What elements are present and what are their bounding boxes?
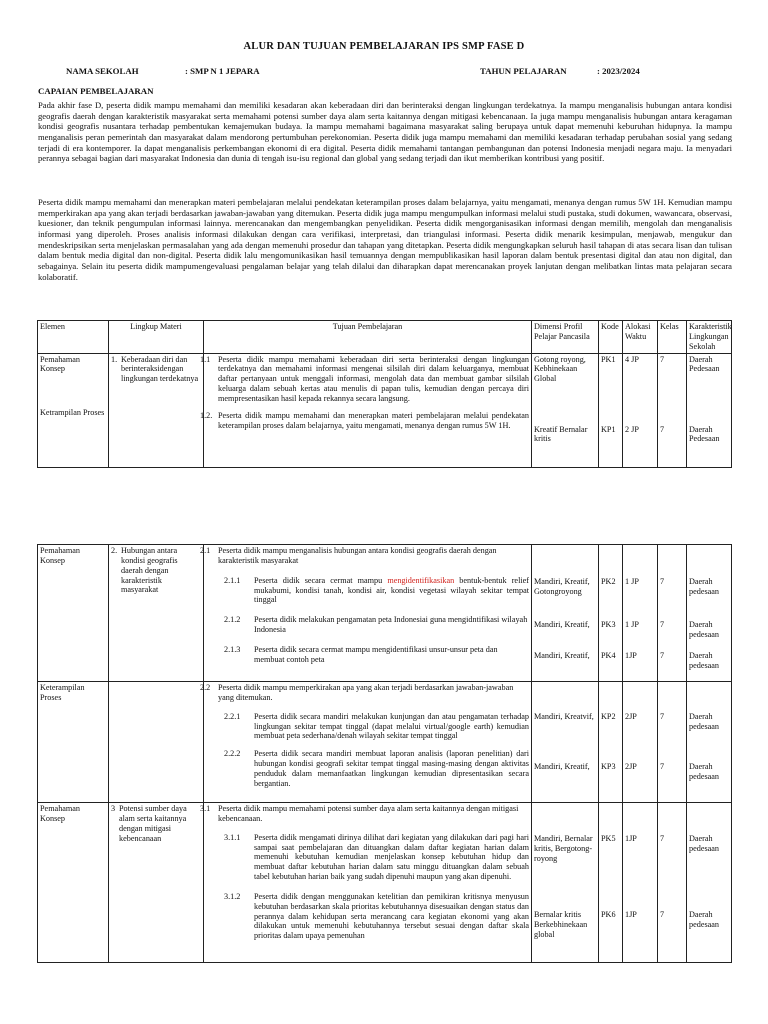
sub-number: 2.1.3 [224, 644, 241, 654]
document-title: ALUR DAN TUJUAN PEMBELAJARAN IPS SMP FASE D [243, 41, 525, 52]
alokasi-cell: 2 JP [625, 424, 639, 434]
karakteristik-cell: Daerah pedesaan [689, 834, 720, 853]
lingkup-text: Potensi sumber daya alam serta kaitannya dengan mitigasi kebencanaan [119, 804, 187, 843]
kode-cell: PK3 [601, 620, 616, 629]
sub-text: Peserta didik dengan menggunakan ketelitian dan pemikiran kritisnya menyusun kebutuhan berdasarkan skala prioritas kebutuhannya disesuaikan dengan status dan perannya dalam kehidupan serta merancang cara kegiatan ekonomi yang akan dilakukan untuk memenuhi kebutuhannya tersebut sesuai dengan daftar skala prioritas dalam upaya pemenuhan [254, 891, 529, 941]
alokasi-cell: 1 JP [625, 620, 639, 629]
kelas-cell: 7 [660, 354, 665, 364]
paragraph-2: Peserta didik mampu memahami dan menerapkan materi pembelajaran melalui pendekatan keterampilan proses dalam belajarnya, yaitu mengamati, menanya dengan rumus 5W 1H. Kemudian mampu memperkirakan apa yang akan terjadi berdasarkan jawaban-jawaban yang ditemukan. Peserta didik juga mampu mengumpulkan informasi melalui studi pustaka, studi dokumen, wawancara, observasi, kuesioner, dan teknik pengumpulan informasi lainnya. merencanakan dan mengembangkan penyelidikan. Peserta didik mengorganisasikan informasi dengan memilih, mengolah dan menganalisis informasi yang diperoleh. Proses analisis informasi dilakukan dengan cara verifikasi, interpretasi, dan triangulasi informasi. Peserta didik menarik kesimpulan, menjawab, mengukur dan mendeskripsikan serta menjelaskan permasalahan yang ada dengan memenuhi prosedur dan tahapan yang ditetapkan. Peserta didik mengungkapkan seluruh hasil tahapan di atas secara lisan dan tulisan dalam bentuk media digital dan non-digital. Peserta didik lalu mengomunikasikan hasil temuannya dengan mempublikasikan hasil laporan dalam bentuk presentasi digital dan atau non digital, dan sebagainya. Selain itu peserta didik mampumengevaluasi pengalaman belajar yang telah dilalui dan diharapkan dapat merencanakan proyek lanjutan dengan melibatkan lintas mata pelajaran secara kolaboratif. [38, 197, 732, 282]
school-label: NAMA SEKOLAH [66, 66, 139, 76]
tp-number: 1.1 [200, 354, 211, 364]
year-label: TAHUN PELAJARAN [480, 66, 567, 76]
alokasi-cell: 1JP [625, 910, 637, 919]
header-karakteristik: Karakteristik Lingkungan Sekolah [687, 321, 732, 354]
kelas-cell: 7 [660, 620, 665, 629]
header-kode: Kode [599, 321, 623, 354]
header-elemen: Elemen [38, 321, 109, 354]
lingkup-text: Hubungan antara kondisi geografis daerah dengan karakteristik masyarakat [121, 546, 178, 595]
lingkup-number: 3 [111, 804, 116, 813]
tp-text: Peserta didik mampu menganalisis hubungan antara kondisi geografis daerah dengan karakteristik masyarakat [218, 546, 497, 565]
header-kelas: Kelas [658, 321, 687, 354]
sub-number: 2.2.2 [224, 749, 241, 759]
kode-cell: PK5 [601, 834, 616, 843]
karakteristik-cell: Daerah pedesaan [689, 577, 720, 596]
dimensi-cell: Mandiri, Kreatif, [534, 762, 590, 771]
sub-text: Peserta didik secara cermat mampu mengidentifikasi unsur-unsur peta dan membuat contoh peta [254, 644, 498, 664]
header-dimensi: Dimensi Profil Pelajar Pancasila [532, 321, 599, 354]
table-row [38, 682, 732, 803]
elemen-cell: Keterampilan Proses [40, 683, 85, 702]
sub-text: Peserta didik melakukan pengamatan peta Indonesiai guna mengidntifikasi wilayah Indonesia [254, 615, 528, 635]
lingkup-number: 2. [111, 546, 118, 555]
alokasi-cell: 4 JP [625, 354, 639, 364]
elemen-cell: Pemahaman Konsep [40, 804, 81, 823]
sub-text: Peserta didik secara mandiri melakukan kunjungan dan atau pengamatan terhadap lingkungan sekitar tempat tinggal (dapat melalui virtual/google earth) kemudian membuat peta sederhana/denah wilayah sekitar tempat tinggal [254, 711, 529, 741]
karakteristik-cell: Daerah Pedesaan [689, 424, 720, 444]
sub-number: 2.1.1 [224, 575, 241, 585]
alokasi-cell: 2JP [625, 762, 637, 771]
karakteristik-cell: Daerah Pedesaan [689, 354, 720, 374]
dimensi-cell: Mandiri, Kreatif, Gotongroyong [534, 577, 590, 596]
kelas-cell: 7 [660, 762, 665, 771]
kelas-cell: 7 [660, 910, 665, 919]
dimensi-cell: Mandiri, Bernalar kritis, Bergotong-royong [534, 834, 593, 863]
kode-cell: PK1 [601, 354, 616, 364]
alokasi-cell: 2JP [625, 712, 637, 721]
table-row [38, 353, 732, 467]
header-tujuan: Tujuan Pembelajaran [204, 321, 532, 354]
sub-text: Peserta didik secara cermat mampu [254, 575, 388, 585]
kelas-cell: 7 [660, 424, 665, 434]
dimensi-cell: Mandiri, Kreatvif, [534, 712, 594, 721]
karakteristik-cell: Daerah pedesaan [689, 762, 720, 781]
alokasi-cell: 1 JP [625, 577, 639, 586]
kode-cell: KP3 [601, 762, 616, 771]
header-lingkup: Lingkup Materi [109, 321, 204, 354]
sub-number: 2.1.2 [224, 615, 241, 625]
kode-cell: PK2 [601, 577, 616, 586]
table-row [38, 803, 732, 963]
karakteristik-cell: Daerah pedesaan [689, 651, 720, 670]
dimensi-cell: Mandiri, Kreatif, [534, 651, 590, 660]
kelas-cell: 7 [660, 651, 665, 660]
alokasi-cell: 1JP [625, 651, 637, 660]
highlighted-text: mengidentifikasikan [387, 575, 455, 585]
elemen-cell: Pemahaman Konsep [40, 546, 81, 565]
karakteristik-cell: Daerah pedesaan [689, 910, 720, 929]
kelas-cell: 7 [660, 577, 665, 586]
learning-table-2 [37, 544, 732, 963]
alokasi-cell: 1JP [625, 834, 637, 843]
tp-number: 2.2 [200, 683, 211, 692]
table-header-row [38, 321, 732, 354]
elemen-cell: Pemahaman Konsep [40, 354, 81, 374]
header-alokasi: Alokasi Waktu [623, 321, 658, 354]
year-value: : 2023/2024 [597, 66, 640, 76]
lingkup-number: 1. [111, 354, 118, 364]
paragraph-1: Pada akhir fase D, peserta didik mampu memahami dan memiliki kesadaran akan keberadaan diri dan berinteraksi dengan lingkungan terdekatnya. Ia mampu menganalisis hubungan antara kondisi geografis daerah dengan karakteristik masyarakat serta memahami potensi sumber daya alam serta kaitannya dengan mitigasi kebencanaan. Ia juga mampu menganalisis hubungan antara keragaman kondisi geografis nusantara terhadap pembentukan kemajemukan budaya. Ia mampu memahami bagaimana masyarakat saling berupaya untuk dapat memenuhi keburuhan hidupnya. Ia mampu menganalisis peran pemerintah dan masyarakat dalam mendorong pertumbuhan perekonomian. Peserta didik juga mampu memahami dan memiliki kesadaran terhadap perubahan sosial yang sedang terjadi di era kontemporer. Ia dapat menganalisis perkembangan ekonomi di era digital. Peserta didik memahami tantangan pembangunan dan potensi Indonesia menjadi negara maju. Ia menyadari perannya sebagai bagian dari masyarakat Indonesia dan dunia di tengah isu-isu regional dan global yang sedang terjadi dan ikut memberikan kontribusi yang positif. [38, 100, 732, 164]
sub-text: Peserta didik mengamati dirinya dilihat dari kegiatan yang dilakukan dari pagi hari sampai saat pembelajaran dan dituangkan dalam daftar kegiatan harian dalam memenuhi kebutuhan kemudian menjelaskan konsep kebutuhan hidup dan membuat daftar kebutuhan harian dalam satu minggu dituangkan dalam sebuah tabel kebutuhan harian baik yang sudah dipenuhi maupun yang akan dipenuhi. [254, 832, 529, 882]
kode-cell: KP1 [601, 424, 616, 434]
sub-number: 2.2.1 [224, 711, 241, 721]
kode-cell: PK4 [601, 651, 616, 660]
tp-text: Peserta didik mampu memperkirakan apa yang akan terjadi berdasarkan jawaban-jawaban yang ditemukan. [218, 683, 514, 702]
tp-number: 3.1 [200, 804, 211, 813]
dimensi-cell: Bernalar kritis Berkebhinekaan global [534, 910, 588, 939]
learning-table-1 [37, 320, 732, 468]
tp-number: 1.2. [200, 410, 213, 420]
karakteristik-cell: Daerah pedesaan [689, 712, 720, 731]
dimensi-cell: Gotong royong, Kebhinekaan Global [534, 354, 586, 384]
sub-text: Peserta didik secara mandiri membuat laporan analisis (laporan penelitian) dari hubungan kondisi geografi sekitar tempat tinggal masing-masing dengan aktivitas penduduk dalam memanfaatkan lingkungan kemudian dipresentasikan secara bergantian. [254, 749, 529, 788]
kelas-cell: 7 [660, 834, 665, 843]
section-heading: CAPAIAN PEMBELAJARAN [38, 86, 154, 96]
kelas-cell: 7 [660, 712, 665, 721]
karakteristik-cell: Daerah pedesaan [689, 620, 720, 639]
school-value: : SMP N 1 JEPARA [185, 66, 260, 76]
lingkup-text: Keberadaan diri dan berinteraksidengan lingkungan terdekatnya [121, 354, 199, 384]
sub-text: bentuk-bentuk relief mukabumi, kondisi tanah, kondisi air, kondisi vegetasi wilayah sekitar tempat tinggal [254, 575, 529, 605]
tp-number: 2.1 [200, 546, 211, 555]
tp-text: Peserta didik mampu memahami keberadaan diri serta berinteraksi dengan lingkungan terdekatnya dan memahami informasi mengenai silsilah diri dalam keluarganya, membuat daftar pertanyaan untuk menggali informasi, mengolah data dan membuat gambar silsilah keluarga dalam sebuah kertas atau menulis di papan tulis, kemudian dengan percaya diri mempresentasikan hasil kepada rekannya secara langsung. [218, 354, 529, 403]
kode-cell: KP2 [601, 712, 616, 721]
elemen-cell: Ketrampilan Proses [40, 408, 105, 418]
tp-text: Peserta didik mampu memahami dan menerapkan materi pembelajaran melalui pendekatan keterampilan proses dalam belajarnya, yaitu mengamati, menanya dengan rumus 5W 1H. [218, 410, 529, 430]
tp-text: Peserta didik mampu memahami potensi sumber daya alam serta kaitannya dengan mitigasi kebencanaan. [218, 804, 519, 823]
dimensi-cell: Kreatif Bernalar kritis [534, 424, 588, 444]
sub-number: 3.1.1 [224, 832, 241, 842]
table-row [38, 545, 732, 682]
kode-cell: PK6 [601, 910, 616, 919]
sub-number: 3.1.2 [224, 891, 241, 901]
dimensi-cell: Mandiri, Kreatif, [534, 620, 590, 629]
